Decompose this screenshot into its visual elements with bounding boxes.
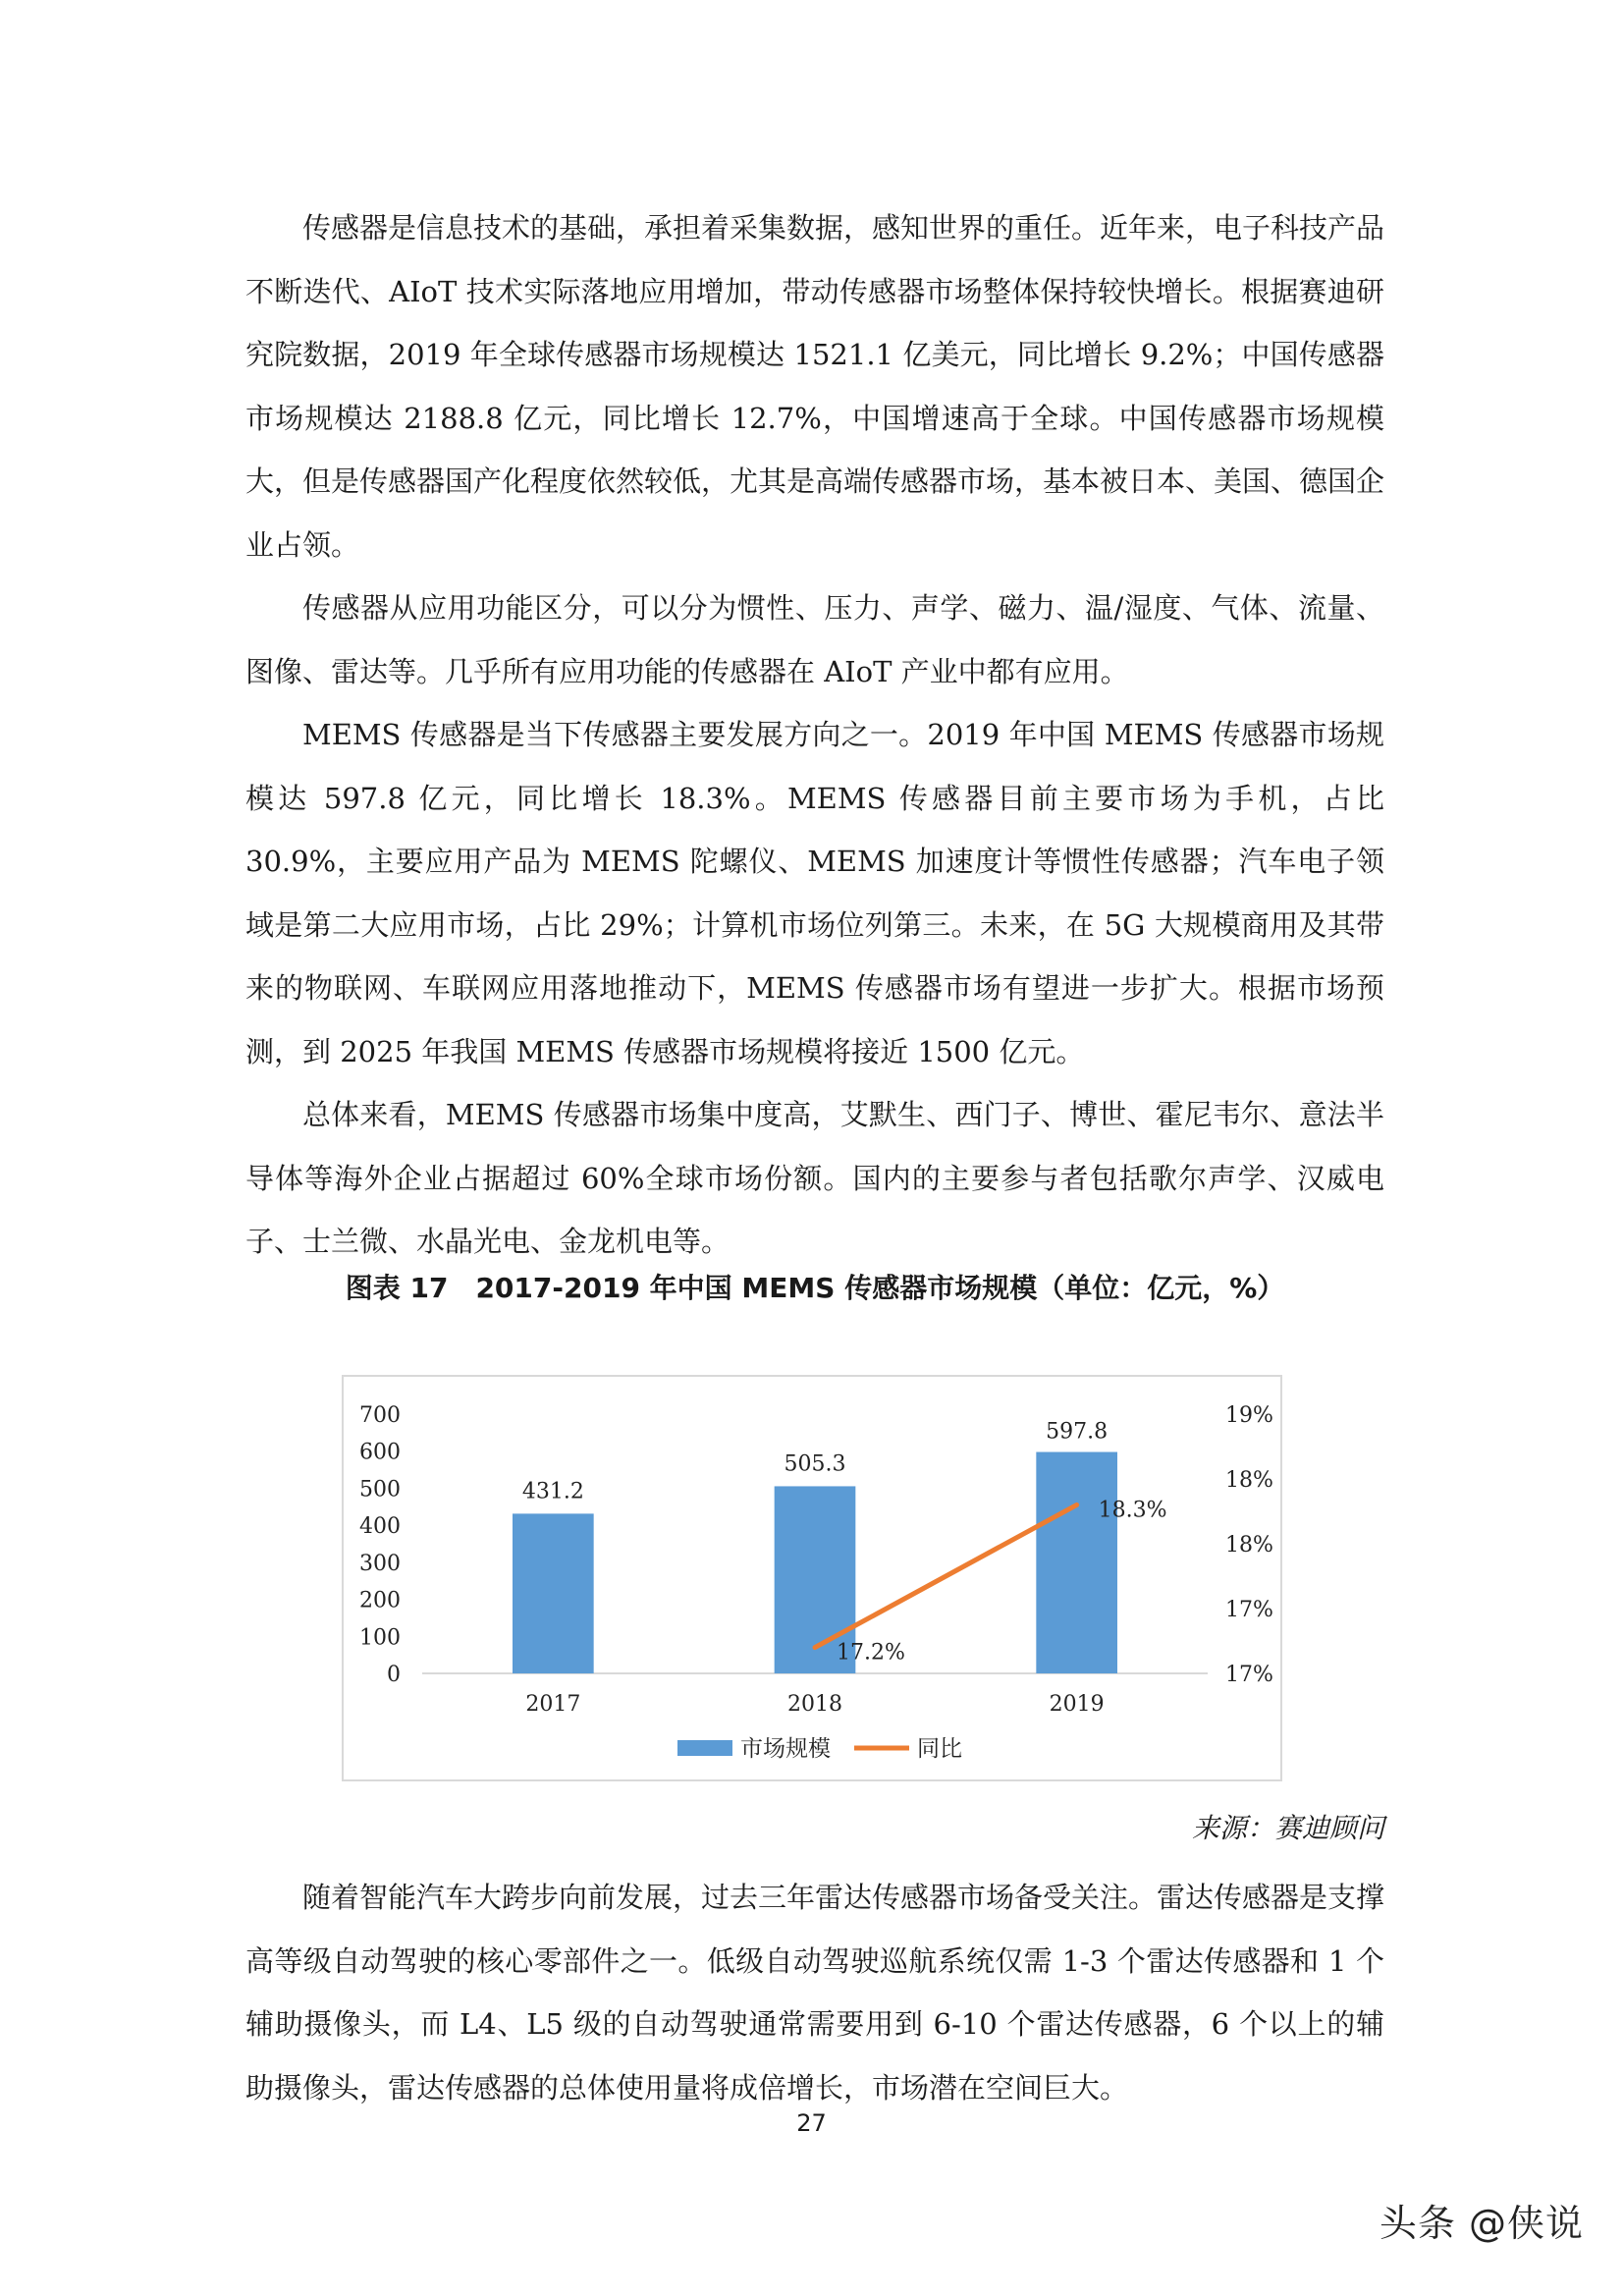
- bar-data-label: 597.8: [1046, 1419, 1109, 1445]
- page-number: 27: [796, 2109, 827, 2137]
- body-text-bottom: [245, 1866, 1384, 2119]
- bar: [513, 1513, 594, 1673]
- bar-data-label: 505.3: [784, 1451, 846, 1477]
- y2-tick-label: 17%: [1225, 1598, 1273, 1622]
- bar: [1036, 1452, 1117, 1673]
- x-tick-label: 2019: [1049, 1692, 1105, 1717]
- x-tick-label: 2018: [787, 1692, 842, 1717]
- watermark: 头条 @侠说: [1379, 2202, 1584, 2245]
- y-tick-label: 0: [387, 1663, 401, 1687]
- y-tick-label: 300: [359, 1551, 401, 1576]
- source-note: 来源：赛迪顾问: [1191, 1812, 1384, 1844]
- y-tick-label: 200: [359, 1588, 401, 1613]
- y-tick-label: 100: [359, 1625, 401, 1651]
- x-tick-label: 2017: [525, 1692, 581, 1717]
- legend-label: 市场规模: [740, 1736, 831, 1762]
- line-data-label: 17.2%: [837, 1640, 905, 1666]
- paragraph: 传感器从应用功能区分，可以分为惯性、压力、声学、磁力、温/湿度、气体、流量、图像、雷达等。几乎所有应用功能的传感器在 AIoT 产业中都有应用。: [245, 591, 1384, 688]
- line-data-label: 18.3%: [1098, 1498, 1167, 1523]
- market-size-chart: [344, 1377, 1280, 1779]
- paragraph: MEMS 传感器是当下传感器主要发展方向之一。2019 年中国 MEMS 传感器市场规模达 597.8 亿元，同比增长 18.3%。MEMS 传感器目前主要市场为手机，占比 30.9%，主要应用产品为 MEMS 陀螺仪、MEMS 加速度计等惯性传感器；汽车电子领域是第二大应用市场，占比 29%；计算机市场位列第三。未来，在 5G 大规模商用及其带来的物联网、车联网应用落地推动下，MEMS 传感器市场有望进一步扩大。根据市场预测，到 2025 年我国 MEMS 传感器市场规模将接近 1500 亿元。: [245, 718, 1384, 1068]
- y-tick-label: 700: [359, 1403, 401, 1428]
- y2-tick-label: 19%: [1225, 1403, 1273, 1428]
- y-tick-label: 500: [359, 1477, 401, 1503]
- bar-data-label: 431.2: [521, 1479, 584, 1504]
- y2-tick-label: 18%: [1225, 1533, 1273, 1558]
- chart-frame: [342, 1375, 1282, 1781]
- figure-caption: 图表 17 2017-2019 年中国 MEMS 传感器市场规模（单位：亿元，%）: [345, 1272, 1285, 1304]
- paragraph: 总体来看，MEMS 传感器市场集中度高，艾默生、西门子、博世、霍尼韦尔、意法半导体等海外企业占据超过 60%全球市场份额。国内的主要参与者包括歌尔声学、汉威电子、士兰微、水晶光电、金龙机电等。: [245, 1098, 1384, 1258]
- paragraph: 随着智能汽车大跨步向前发展，过去三年雷达传感器市场备受关注。雷达传感器是支撑高等级自动驾驶的核心零部件之一。低级自动驾驶巡航系统仅需 1-3 个雷达传感器和 1 个辅助摄像头，而 L4、L5 级的自动驾驶通常需要用到 6-10 个雷达传感器，6 个以上的辅助摄像头，雷达传感器的总体使用量将成倍增长，市场潜在空间巨大。: [245, 1881, 1385, 2105]
- y-tick-label: 600: [359, 1440, 401, 1465]
- legend-swatch-bar: [677, 1740, 732, 1756]
- y2-tick-label: 17%: [1225, 1663, 1273, 1687]
- y-tick-label: 400: [359, 1514, 401, 1540]
- body-text-top: [245, 196, 1384, 1274]
- y2-tick-label: 18%: [1225, 1468, 1273, 1493]
- legend-label: 同比: [917, 1736, 962, 1762]
- paragraph: 传感器是信息技术的基础，承担着采集数据，感知世界的重任。近年来，电子科技产品不断迭代、AIoT 技术实际落地应用增加，带动传感器市场整体保持较快增长。根据赛迪研究院数据，2019 年全球传感器市场规模达 1521.1 亿美元，同比增长 9.2%；中国传感器市场规模达 2188.8 亿元，同比增长 12.7%，中国增速高于全球。中国传感器市场规模大，但是传感器国产化程度依然较低，尤其是高端传感器市场，基本被日本、美国、德国企业占领。: [245, 211, 1385, 562]
